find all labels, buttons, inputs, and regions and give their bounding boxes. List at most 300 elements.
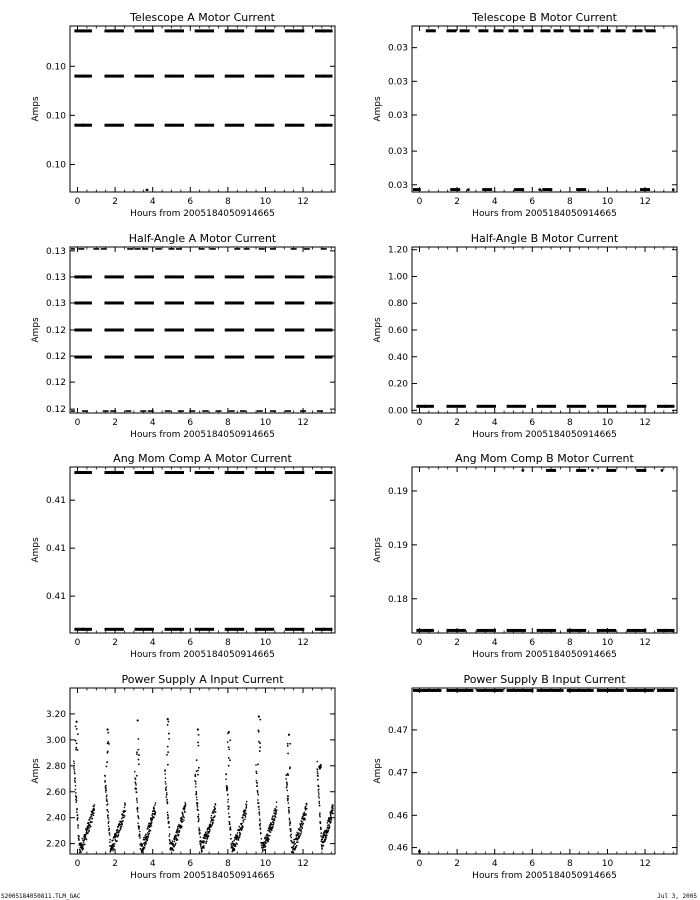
- y-tick-label: 0.12: [45, 405, 66, 416]
- data-mark: [446, 689, 456, 692]
- data-mark: [537, 689, 547, 692]
- data-mark: [165, 628, 175, 631]
- data-point: [328, 830, 329, 831]
- data-mark: [168, 248, 174, 250]
- data-layer: [73, 715, 334, 855]
- data-point: [215, 808, 216, 809]
- data-layer: [416, 405, 674, 408]
- data-point: [124, 815, 125, 816]
- data-point: [229, 739, 231, 741]
- data-mark: [234, 329, 244, 332]
- y-axis-label: Amps: [31, 537, 41, 563]
- data-point: [112, 840, 113, 841]
- data-point: [82, 848, 83, 849]
- data-mark: [507, 405, 517, 408]
- data-mark: [322, 471, 332, 474]
- data-point: [213, 819, 214, 820]
- data-point: [319, 767, 321, 769]
- x-tick-label: 4: [491, 418, 498, 428]
- data-point: [289, 811, 290, 812]
- x-tick-label: 8: [225, 197, 231, 207]
- chart-title: Power Supply A Input Current: [121, 673, 284, 686]
- data-point: [177, 828, 178, 829]
- data-mark: [144, 124, 154, 127]
- data-point: [257, 791, 258, 792]
- x-axis-label: Hours from 2005184050914665: [130, 430, 275, 440]
- data-mark: [285, 471, 295, 474]
- data-point: [319, 805, 320, 806]
- y-axis-label: Amps: [373, 537, 383, 563]
- data-point: [181, 826, 182, 827]
- data-mark: [255, 301, 265, 304]
- data-point: [139, 834, 140, 835]
- data-point: [257, 763, 259, 765]
- data-point: [167, 746, 169, 748]
- data-mark: [225, 329, 235, 332]
- data-mark: [195, 124, 205, 127]
- data-point: [237, 832, 238, 833]
- data-point: [317, 779, 318, 780]
- data-mark: [189, 410, 195, 412]
- data-mark: [294, 301, 304, 304]
- data-point: [259, 820, 260, 821]
- x-tick-label: 10: [601, 197, 614, 207]
- data-point: [195, 781, 196, 782]
- data-point: [256, 782, 257, 783]
- data-point: [78, 837, 79, 838]
- x-tick-label: 6: [529, 859, 536, 869]
- data-point: [259, 719, 261, 721]
- x-tick-label: 10: [259, 197, 272, 207]
- data-point: [210, 817, 211, 818]
- data-point: [258, 794, 259, 795]
- data-point: [263, 842, 264, 843]
- data-point: [197, 805, 198, 806]
- data-mark: [294, 628, 304, 631]
- data-point: [227, 741, 229, 743]
- data-point: [74, 763, 75, 764]
- x-tick-label: 12: [639, 859, 651, 869]
- data-mark: [114, 124, 124, 127]
- data-point: [291, 837, 292, 838]
- data-mark: [82, 275, 92, 278]
- data-point: [319, 803, 320, 804]
- data-point: [120, 828, 121, 829]
- data-point: [275, 812, 276, 813]
- data-point: [184, 802, 185, 803]
- data-point: [110, 851, 111, 852]
- data-point: [143, 846, 144, 847]
- data-point: [168, 821, 169, 822]
- data-point: [227, 801, 228, 802]
- data-point: [138, 818, 139, 819]
- plot-frame: [412, 688, 677, 854]
- data-point: [75, 801, 76, 802]
- data-point: [332, 804, 333, 805]
- data-mark: [114, 75, 124, 78]
- data-mark: [215, 410, 221, 412]
- data-point: [137, 808, 138, 809]
- data-point: [75, 726, 77, 728]
- chart-title: Ang Mom Comp A Motor Current: [113, 452, 292, 465]
- data-point: [181, 817, 182, 818]
- data-point: [180, 825, 181, 826]
- data-mark: [195, 301, 205, 304]
- data-mark: [426, 29, 436, 32]
- data-point: [109, 842, 110, 843]
- data-point: [89, 819, 90, 820]
- data-point: [197, 806, 198, 807]
- data-point: [236, 843, 237, 844]
- data-mark: [322, 301, 332, 304]
- data-point: [203, 847, 204, 848]
- data-point: [167, 721, 169, 723]
- data-point: [167, 812, 168, 813]
- data-mark: [135, 248, 141, 250]
- y-tick-label: 0.10: [45, 62, 66, 73]
- data-layer: [69, 248, 333, 412]
- data-mark: [204, 329, 214, 332]
- data-point: [106, 766, 108, 768]
- x-tick-label: 12: [639, 197, 651, 207]
- data-mark: [103, 410, 109, 412]
- data-point: [76, 812, 77, 813]
- data-point: [260, 832, 261, 833]
- data-point: [106, 728, 108, 730]
- data-point: [272, 828, 273, 829]
- data-point: [258, 803, 259, 804]
- data-point: [74, 778, 75, 779]
- data-point: [121, 818, 122, 819]
- data-point: [147, 832, 148, 833]
- data-point: [165, 773, 166, 774]
- data-mark: [255, 471, 265, 474]
- data-point: [93, 806, 94, 807]
- data-point: [296, 832, 297, 833]
- data-mark: [516, 405, 526, 408]
- data-point: [182, 814, 183, 815]
- y-tick-label: 0.41: [45, 496, 66, 507]
- data-mark: [597, 629, 607, 632]
- data-point: [94, 809, 95, 810]
- data-point: [317, 771, 318, 772]
- data-point: [320, 823, 321, 824]
- data-point: [246, 806, 247, 807]
- data-point: [319, 816, 320, 817]
- data-point: [244, 819, 245, 820]
- data-point: [332, 810, 333, 811]
- data-point: [317, 773, 318, 774]
- data-point: [151, 815, 152, 816]
- x-tick-label: 8: [567, 197, 573, 207]
- data-point: [259, 811, 260, 812]
- data-mark: [104, 124, 114, 127]
- data-point: [262, 849, 263, 850]
- y-tick-label: 0.19: [387, 486, 408, 497]
- data-mark: [244, 248, 250, 250]
- data-mark: [524, 29, 534, 32]
- data-mark: [264, 301, 274, 304]
- data-point: [274, 819, 275, 820]
- x-tick-label: 10: [601, 859, 614, 869]
- data-mark: [270, 410, 276, 412]
- data-point: [149, 826, 150, 827]
- data-mark: [135, 124, 145, 127]
- data-mark: [146, 189, 149, 192]
- data-point: [214, 806, 215, 807]
- data-mark: [144, 356, 154, 359]
- data-point: [329, 826, 330, 827]
- data-point: [245, 813, 246, 814]
- data-mark: [294, 329, 304, 332]
- data-point: [288, 812, 289, 813]
- y-axis-label: Amps: [373, 317, 383, 343]
- data-point: [148, 836, 149, 837]
- y-tick-label: 0.80: [387, 299, 408, 310]
- data-point: [123, 817, 124, 818]
- x-tick-label: 8: [225, 638, 231, 648]
- data-mark: [640, 188, 650, 191]
- data-point: [322, 839, 323, 840]
- data-point: [166, 799, 167, 800]
- data-point: [84, 844, 85, 845]
- data-mark: [285, 29, 295, 32]
- data-point: [235, 844, 236, 845]
- data-mark: [584, 29, 594, 32]
- data-point: [77, 814, 78, 815]
- data-point: [135, 784, 136, 785]
- data-mark: [114, 275, 124, 278]
- data-point: [318, 793, 319, 794]
- data-point: [109, 832, 110, 833]
- data-mark: [264, 275, 274, 278]
- data-point: [108, 826, 109, 827]
- data-point: [115, 833, 116, 834]
- data-point: [81, 843, 82, 844]
- data-point: [230, 838, 231, 839]
- data-mark: [294, 356, 304, 359]
- x-tick-label: 8: [225, 418, 231, 428]
- data-point: [275, 816, 276, 817]
- data-mark: [259, 248, 265, 250]
- data-point: [169, 840, 170, 841]
- data-mark: [478, 29, 488, 32]
- data-mark: [597, 689, 607, 692]
- data-mark: [255, 356, 265, 359]
- data-point: [174, 839, 175, 840]
- data-point: [73, 767, 74, 768]
- data-point: [242, 817, 243, 818]
- data-point: [303, 823, 304, 824]
- data-point: [237, 835, 238, 836]
- data-mark: [174, 471, 184, 474]
- data-point: [137, 809, 138, 810]
- y-tick-label: 3.20: [45, 709, 66, 720]
- data-point: [109, 834, 110, 835]
- data-point: [75, 749, 77, 751]
- x-tick-label: 8: [567, 638, 573, 648]
- x-tick-label: 0: [416, 859, 423, 869]
- data-point: [77, 817, 78, 818]
- data-mark: [537, 405, 547, 408]
- data-point: [239, 836, 240, 837]
- data-mark: [431, 689, 441, 692]
- data-point: [286, 784, 287, 785]
- data-point: [211, 815, 212, 816]
- data-mark: [195, 29, 205, 32]
- data-point: [175, 844, 176, 845]
- data-point: [318, 795, 319, 796]
- data-point: [263, 847, 264, 848]
- data-mark: [225, 356, 235, 359]
- data-mark: [540, 29, 550, 32]
- data-mark: [664, 405, 674, 408]
- data-point: [94, 804, 95, 805]
- data-mark: [554, 29, 564, 32]
- data-mark: [204, 275, 214, 278]
- data-point: [298, 838, 299, 839]
- data-mark: [114, 29, 124, 32]
- data-mark: [234, 628, 244, 631]
- x-tick-label: 10: [259, 859, 272, 869]
- data-point: [138, 816, 139, 817]
- data-mark: [264, 628, 274, 631]
- data-point: [145, 834, 146, 835]
- data-point: [155, 802, 156, 803]
- x-tick-label: 2: [454, 418, 460, 428]
- data-mark: [148, 410, 154, 412]
- data-point: [227, 788, 228, 789]
- data-mark: [264, 329, 274, 332]
- data-point: [320, 841, 321, 842]
- data-point: [331, 817, 332, 818]
- data-point: [78, 839, 79, 840]
- x-tick-label: 12: [297, 638, 309, 648]
- data-point: [259, 814, 260, 815]
- data-mark: [493, 29, 503, 32]
- data-mark: [176, 248, 182, 250]
- data-point: [239, 834, 240, 835]
- data-point: [320, 828, 321, 829]
- data-mark: [285, 356, 295, 359]
- x-tick-label: 6: [187, 859, 194, 869]
- plot-frame: [412, 26, 677, 192]
- data-mark: [135, 329, 145, 332]
- data-point: [196, 759, 198, 761]
- x-tick-label: 4: [149, 859, 156, 869]
- data-point: [290, 830, 291, 831]
- y-tick-label: 0.12: [45, 378, 66, 389]
- data-point: [153, 806, 154, 807]
- data-point: [134, 781, 135, 782]
- data-point: [232, 841, 233, 842]
- y-axis-label: Amps: [31, 758, 41, 784]
- data-mark: [636, 469, 646, 472]
- data-point: [74, 771, 75, 772]
- data-point: [289, 824, 290, 825]
- data-point: [228, 813, 229, 814]
- y-tick-label: 0.19: [387, 540, 408, 551]
- data-point: [228, 765, 230, 767]
- data-mark: [538, 188, 541, 191]
- data-mark: [291, 248, 297, 250]
- data-point: [198, 734, 200, 736]
- data-mark: [294, 275, 304, 278]
- data-mark: [144, 329, 154, 332]
- data-point: [255, 764, 256, 765]
- data-point: [89, 830, 90, 831]
- data-mark: [456, 405, 466, 408]
- x-tick-label: 6: [187, 638, 194, 648]
- y-tick-label: 0.13: [45, 272, 66, 283]
- data-mark: [204, 75, 214, 78]
- data-point: [210, 821, 211, 822]
- data-point: [243, 820, 244, 821]
- x-tick-label: 12: [639, 418, 651, 428]
- data-point: [109, 828, 110, 829]
- data-point: [328, 824, 329, 825]
- data-point: [169, 826, 170, 827]
- data-point: [234, 850, 235, 851]
- data-point: [89, 827, 90, 828]
- data-mark: [322, 356, 332, 359]
- x-tick-label: 0: [416, 197, 423, 207]
- data-mark: [110, 410, 116, 412]
- x-axis-label: Hours from 2005184050914665: [472, 650, 617, 660]
- data-mark: [204, 124, 214, 127]
- x-tick-label: 0: [74, 638, 81, 648]
- x-tick-label: 10: [259, 418, 272, 428]
- data-mark: [446, 629, 456, 632]
- data-point: [302, 828, 303, 829]
- data-point: [276, 806, 277, 807]
- x-tick-label: 2: [112, 859, 118, 869]
- data-point: [210, 826, 211, 827]
- data-point: [166, 796, 167, 797]
- data-point: [306, 808, 307, 809]
- data-mark: [285, 75, 295, 78]
- data-mark: [294, 124, 304, 127]
- data-point: [305, 806, 306, 807]
- data-point: [201, 850, 202, 851]
- data-mark: [576, 469, 586, 472]
- data-mark: [114, 628, 124, 631]
- data-mark: [144, 75, 154, 78]
- data-point: [196, 799, 197, 800]
- data-point: [169, 835, 170, 836]
- data-mark: [234, 471, 244, 474]
- y-tick-label: 0.12: [45, 326, 66, 336]
- data-point: [145, 841, 146, 842]
- data-mark: [204, 628, 214, 631]
- data-mark: [114, 301, 124, 304]
- data-point: [215, 804, 216, 805]
- data-point: [230, 826, 231, 827]
- data-point: [165, 788, 166, 789]
- data-point: [229, 823, 230, 824]
- data-point: [290, 834, 291, 835]
- data-point: [106, 794, 107, 795]
- chart-title: Power Supply B Input Current: [463, 673, 626, 686]
- data-point: [169, 839, 170, 840]
- data-point: [273, 822, 274, 823]
- data-mark: [82, 356, 92, 359]
- data-point: [258, 809, 259, 810]
- data-mark: [614, 689, 624, 692]
- data-point: [166, 794, 167, 795]
- data-point: [197, 742, 199, 744]
- data-point: [228, 748, 230, 750]
